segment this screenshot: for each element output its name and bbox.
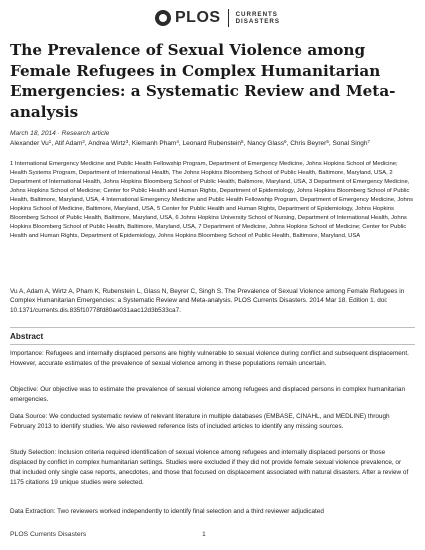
abstract-data-extraction: Data Extraction: Two reviewers worked independently to identify final selection and a third reviewer adjudicated xyxy=(10,508,324,515)
divider xyxy=(10,327,415,328)
plos-logo xyxy=(155,9,280,27)
author-name: Andrea Wirtz xyxy=(88,140,126,147)
page-number: 1 xyxy=(202,531,206,538)
author-affiliation-number: 1 xyxy=(48,139,52,144)
author-name: Chris Beyrer xyxy=(290,140,327,147)
abstract-importance: Importance: Refugees and internally displaced persons are highly vulnerable to sexual violence during conflict and subsequent displacement. However, accurate estimates of the prevalence of sexual violence among in these populations remain uncertain. xyxy=(10,350,409,367)
author-name: Sonal Singh xyxy=(332,140,368,147)
author-name: Atif Adam xyxy=(54,140,83,147)
author-name: Alexander Vu xyxy=(10,140,49,147)
divider xyxy=(10,344,415,345)
abstract-study-selection: Study Selection: Inclusion criteria required identification of sexual violence among refugees and internally displaced persons or those displaced by conflict in complex humanitarian settings. Studies were excluded if they did not provide female sexual violence prevalence, or that included only single case reports, anecdotes, and those that focused on displacement associated with natural disasters. After a review of 1175 citations 19 unique studies were selected. xyxy=(10,449,409,486)
abstract-data-source: Data Source: We conducted systematic review of relevant literature in multiple databases (EMBASE, CINAHL, and MEDLINE) through February 2013 to identify studies. We also reviewed reference lists of included articles to identify any missing sources. xyxy=(10,413,390,430)
author xyxy=(183,140,244,147)
author xyxy=(290,140,329,147)
author-name: Nancy Glass xyxy=(247,140,285,147)
author-list: Alexander Vu$^1$, Atif Adam$^2$, Andrea Wirtz$^3$, Kiemanh Pham$^4$, Leonard Rubenstein$^5$, Nancy Glass$^6$, Chris Beyrer$^5$, Sonal Singh$^7$ xyxy=(10,139,371,147)
author-name: Kiemanh Pham xyxy=(131,140,177,147)
author-affiliation-number: 6 xyxy=(284,139,287,144)
author-affiliation-number: 5 xyxy=(326,139,329,144)
citation: Vu A, Adam A, Wirtz A, Pham K, Rubenstein L, Glass N, Beyrer C, Singh S. The Prevalence of Sexual Violence among Female Refugees in Complex Humanitarian Emergencies: a Systematic Review and Meta-analysis. PLOS Currents Disasters. 2014 Mar 18. Edition 1. doi: 10.1371/currents.dis.835f10778fd80ae031aac12d3b533ca7. xyxy=(10,288,405,314)
footer-journal: PLOS Currents Disasters xyxy=(10,531,87,538)
author-name: Leonard Rubenstein xyxy=(182,140,242,147)
plos-circle-icon xyxy=(155,10,171,26)
logo-subtitle xyxy=(236,11,280,25)
author-affiliation-number: 2 xyxy=(82,139,85,144)
author xyxy=(332,140,370,147)
author xyxy=(132,140,179,147)
author-affiliation-number: 5 xyxy=(241,139,244,144)
author-affiliation-number: 3 xyxy=(125,139,129,144)
author xyxy=(55,140,85,147)
author xyxy=(247,140,286,147)
author-affiliation-number: 7 xyxy=(367,139,371,144)
logo-disasters-text: DISASTERS xyxy=(235,18,280,25)
author-affiliation-number: 4 xyxy=(176,139,179,144)
logo-plos-text: PLOS xyxy=(175,9,221,26)
article-date-type: March 18, 2014 · Research article xyxy=(10,130,110,137)
abstract-objective: Objective: Our objective was to estimate the prevalence of sexual violence among refugees and displaced persons in complex humanitarian emergencies. xyxy=(10,386,406,403)
logo-currents-text: CURRENTS xyxy=(235,11,278,18)
logo-divider xyxy=(228,9,229,27)
article-title: The Prevalence of Sexual Violence among Female Refugees in Complex Humanitarian Emergencies: a Systematic Review and Meta-analysis xyxy=(10,41,396,121)
affiliations: 1 International Emergency Medicine and Public Health Fellowship Program, Department of Emergency Medicine, Johns Hopkins School of Medicine; Health Systems Program, Department of International Health, The Johns Hopkins Bloomberg School of Public Health, Baltimore, Maryland, USA, 2 Department of International Health, Johns Hopkins Bloomberg School of Public Health, Baltimore, Maryland, USA, 3 Department of Emergency Medicine, Johns Hopkins School of Medicine; Center for Public Health and Human Rights, Department of Epidemiology, Johns Hopkins Bloomberg School of Public Health, Baltimore, Maryland, USA, 4 International Emergency Medicine and Public Health Fellowship Program, Department of Emergency Medicine, Johns Hopkins School of Medicine, Baltimore, Maryland, USA, 5 Center for Public Health and Human Rights, Department of Epidemiology, Johns Hopkins Bloomberg School of Public Health, Baltimore, Maryland, USA, 6 Johns Hopkins University School of Nursing, Department of International Health, Johns Hopkins Bloomberg School of Public Health, Baltimore, Maryland, USA, 7 Department of Medicine, Johns Hopkins School of Medicine; Center for Public Health and Human Rights, Department of Epidemiology, Johns Hopkins Bloomberg School of Public Health, Baltimore, Maryland, USA xyxy=(10,161,414,240)
author xyxy=(10,140,51,147)
author xyxy=(88,140,128,147)
abstract-heading: Abstract xyxy=(10,332,44,341)
